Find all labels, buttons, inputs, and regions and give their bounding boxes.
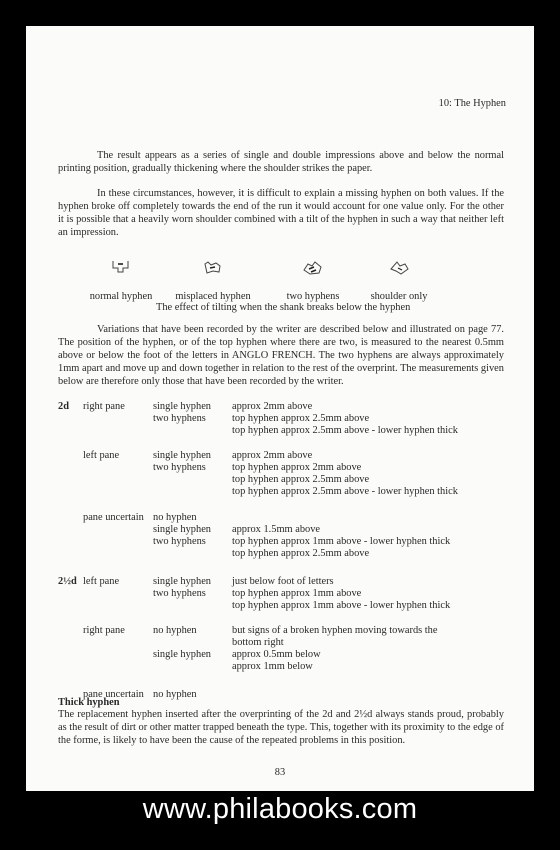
table-row	[26, 511, 534, 523]
type-cell: two hyphens	[153, 413, 206, 424]
description-cell: but signs of a broken hyphen moving towards the	[232, 625, 438, 636]
value-cell: 2d	[58, 401, 69, 412]
type-cell: two hyphens	[153, 536, 206, 547]
figure-label: normal hyphen	[89, 291, 153, 302]
pane-cell: right pane	[83, 625, 125, 636]
table-row	[26, 473, 534, 485]
description-cell: approx 1.5mm above	[232, 524, 321, 535]
pane-cell: left pane	[83, 576, 120, 587]
value-cell: 2½d	[58, 576, 77, 587]
shoulder-only-illustration	[386, 258, 412, 278]
table-row	[26, 575, 534, 587]
table-row	[26, 587, 534, 599]
figure-label: shoulder only	[370, 291, 428, 302]
table-row	[26, 449, 534, 461]
type-cell: single hyphen	[153, 401, 212, 412]
description-cell: top hyphen approx 2.5mm above	[232, 548, 370, 559]
figure-caption: The effect of tilting when the shank breaks below the hyphen	[156, 302, 411, 313]
type-cell: single hyphen	[153, 450, 212, 461]
description-cell: approx 2mm above	[232, 401, 313, 412]
description-cell: top hyphen approx 2.5mm above - lower hyphen thick	[232, 486, 458, 497]
table-row	[26, 523, 534, 535]
description-cell: approx 2mm above	[232, 450, 313, 461]
table-row	[26, 424, 534, 436]
table-row	[26, 660, 534, 672]
type-cell: two hyphens	[153, 588, 206, 599]
book-page	[26, 26, 534, 791]
description-cell: top hyphen approx 1mm above	[232, 588, 362, 599]
figure-misplaced-hyphen	[158, 258, 268, 303]
description-cell: top hyphen approx 1mm above - lower hyphen thick	[232, 600, 451, 611]
normal-hyphen-illustration	[109, 258, 133, 278]
table-row	[26, 636, 534, 648]
description-cell: approx 0.5mm below	[232, 649, 321, 660]
pane-cell: right pane	[83, 401, 125, 412]
misplaced-hyphen-illustration	[201, 258, 225, 278]
description-cell: top hyphen approx 2.5mm above - lower hyphen thick	[232, 425, 458, 436]
type-cell: single hyphen	[153, 649, 212, 660]
type-cell: no hyphen	[153, 689, 197, 700]
type-cell: no hyphen	[153, 512, 197, 523]
figure-label: two hyphens	[286, 291, 340, 302]
description-cell: bottom right	[232, 637, 284, 648]
pane-cell: pane uncertain	[83, 689, 144, 700]
table-row	[26, 547, 534, 559]
table-row	[26, 535, 534, 547]
pane-cell: left pane	[83, 450, 120, 461]
page-number: 83	[274, 767, 286, 778]
table-row	[26, 624, 534, 636]
table-row	[26, 461, 534, 473]
description-cell: approx 1mm below	[232, 661, 313, 672]
table-row	[26, 599, 534, 611]
table-row	[26, 485, 534, 497]
type-cell: single hyphen	[153, 576, 212, 587]
running-header: 10: The Hyphen	[438, 98, 506, 109]
description-cell: top hyphen approx 2mm above	[232, 462, 362, 473]
figure-label: misplaced hyphen	[175, 291, 251, 302]
paragraph-1: The result appears as a series of single and double impressions above and below the normal printing position, gradually thickening where the shoulder strikes the paper.	[58, 150, 504, 174]
table-row	[26, 400, 534, 412]
paragraph-4: The replacement hyphen inserted after the overprinting of the 2d and 2½d always stands proud, probably as the result of dirt or other matter trapped beneath the type. This, together with its proximity to the edge of the forme, is likely to have been the cause of the repeated problems in this position.	[58, 709, 504, 746]
table-row	[26, 412, 534, 424]
type-cell: two hyphens	[153, 462, 206, 473]
pane-cell: pane uncertain	[83, 512, 144, 523]
section-heading: Thick hyphen	[58, 697, 120, 708]
type-cell: no hyphen	[153, 625, 197, 636]
type-cell: single hyphen	[153, 524, 212, 535]
two-hyphens-illustration	[300, 258, 326, 278]
watermark-url: www.philabooks.com	[142, 793, 418, 825]
table-row	[26, 648, 534, 660]
figure-shoulder-only	[344, 258, 454, 303]
description-cell: just below foot of letters	[232, 576, 334, 587]
paragraph-2: In these circumstances, however, it is difficult to explain a missing hyphen on both values. If the hyphen broke off completely towards the end of the run it would account for one value only. For the other it is possible that a heavily worn shoulder combined with a tilt of the hyphen in such a way that neither left an impression.	[58, 188, 504, 238]
description-cell: top hyphen approx 2.5mm above	[232, 413, 370, 424]
paragraph-3: Variations that have been recorded by the writer are described below and illustrated on page 77. The position of the hyphen, or of the top hyphen where there are two, is measured to the nearest 0.5mm above or below the foot of the letters in ANGLO FRENCH. The two hyphens are always approximately 1mm apart and move up and down together in relation to the rest of the overprint. The measurements given below are therefore only those that have been recorded by the writer.	[58, 324, 504, 387]
description-cell: top hyphen approx 1mm above - lower hyphen thick	[232, 536, 451, 547]
description-cell: top hyphen approx 2.5mm above	[232, 474, 370, 485]
